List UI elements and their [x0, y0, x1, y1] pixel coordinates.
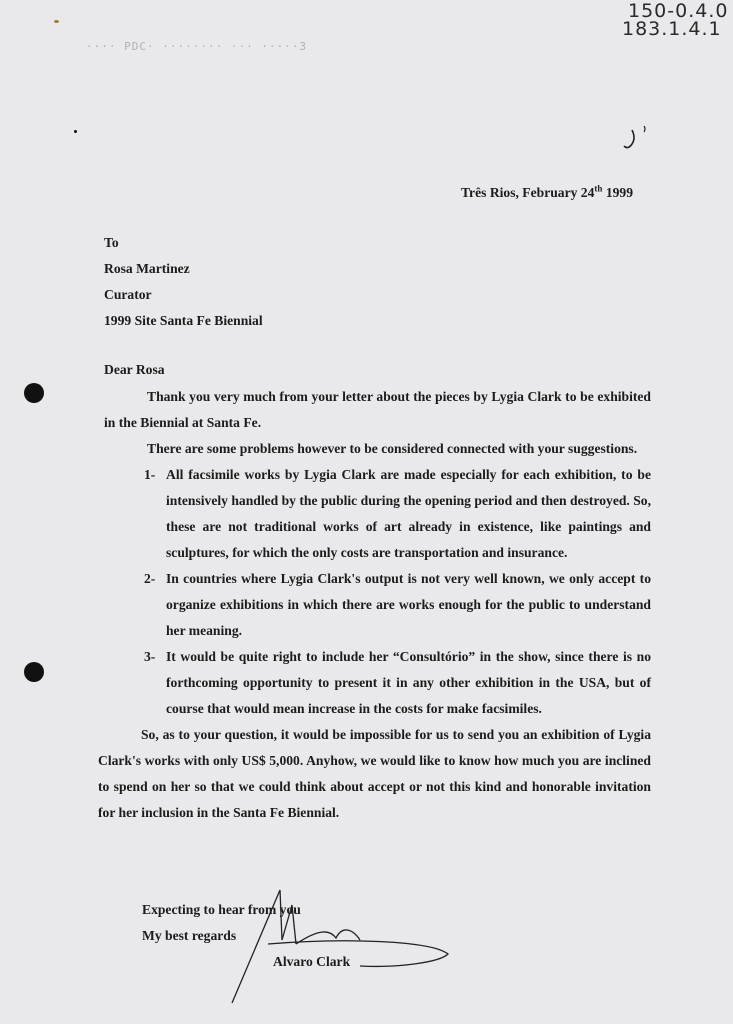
recipient-org: 1999 Site Santa Fe Biennial	[104, 313, 263, 328]
handwritten-mark	[624, 130, 634, 148]
list-text: It would be quite right to include her “Consultório” in the show, since there is no forthcoming opportunity to present it in any other exhibition in the USA, but of course that would mean increase in the costs for make facsimiles.	[166, 649, 651, 716]
signer-name: Alvaro Clark	[273, 954, 351, 969]
closing-paragraph: So, as to your question, it would be impossible for us to send you an exhibition of Lygia Clark's works with only US$ 5,000. Anyhow, we would like to know how much you are inclined to spend on her so that we could think about accept or not this kind and honorable invitation for her inclusion in the Santa Fe Biennial.	[98, 727, 651, 820]
signature-stroke-4	[268, 941, 448, 967]
handwritten-mark-tick	[644, 126, 645, 132]
recipient-to: To	[104, 235, 119, 250]
faint-header-stamp: ···· PDC· ········ ··· ·····3	[86, 40, 308, 53]
signature-stroke-1	[232, 890, 280, 1003]
archive-number-1: 150-0.4.0	[628, 0, 729, 22]
recipient-name: Rosa Martinez	[104, 261, 190, 276]
letter-date: Três Rios, February 24th 1999	[461, 183, 634, 200]
list-text: In countries where Lygia Clark's output is not very well known, we only accept to organize exhibitions in which there are works enough for the public to understand her meaning.	[166, 571, 651, 638]
paragraph-1: Thank you very much from your letter about the pieces by Lygia Clark to be exhibited in the Biennial at Santa Fe.	[104, 389, 651, 430]
closing-line-2: My best regards	[142, 928, 237, 943]
list-number: 2-	[144, 571, 156, 586]
signature-stroke-2	[280, 890, 296, 944]
archive-number-2: 183.1.4.1	[622, 18, 722, 40]
closing-line-1: Expecting to hear from you	[142, 902, 301, 917]
list-number: 3-	[144, 649, 156, 664]
recipient-title: Curator	[104, 287, 152, 302]
salutation: Dear Rosa	[104, 362, 165, 377]
paragraph-2: There are some problems however to be considered connected with your suggestions.	[147, 441, 638, 456]
list-number: 1-	[144, 467, 156, 482]
list-text: All facsimile works by Lygia Clark are made especially for each exhibition, to be intensively handled by the public during the opening period and then destroyed. So, these are not traditional works of art already in existence, like paintings and sculptures, for which the only costs are transportation and insurance.	[166, 467, 651, 560]
